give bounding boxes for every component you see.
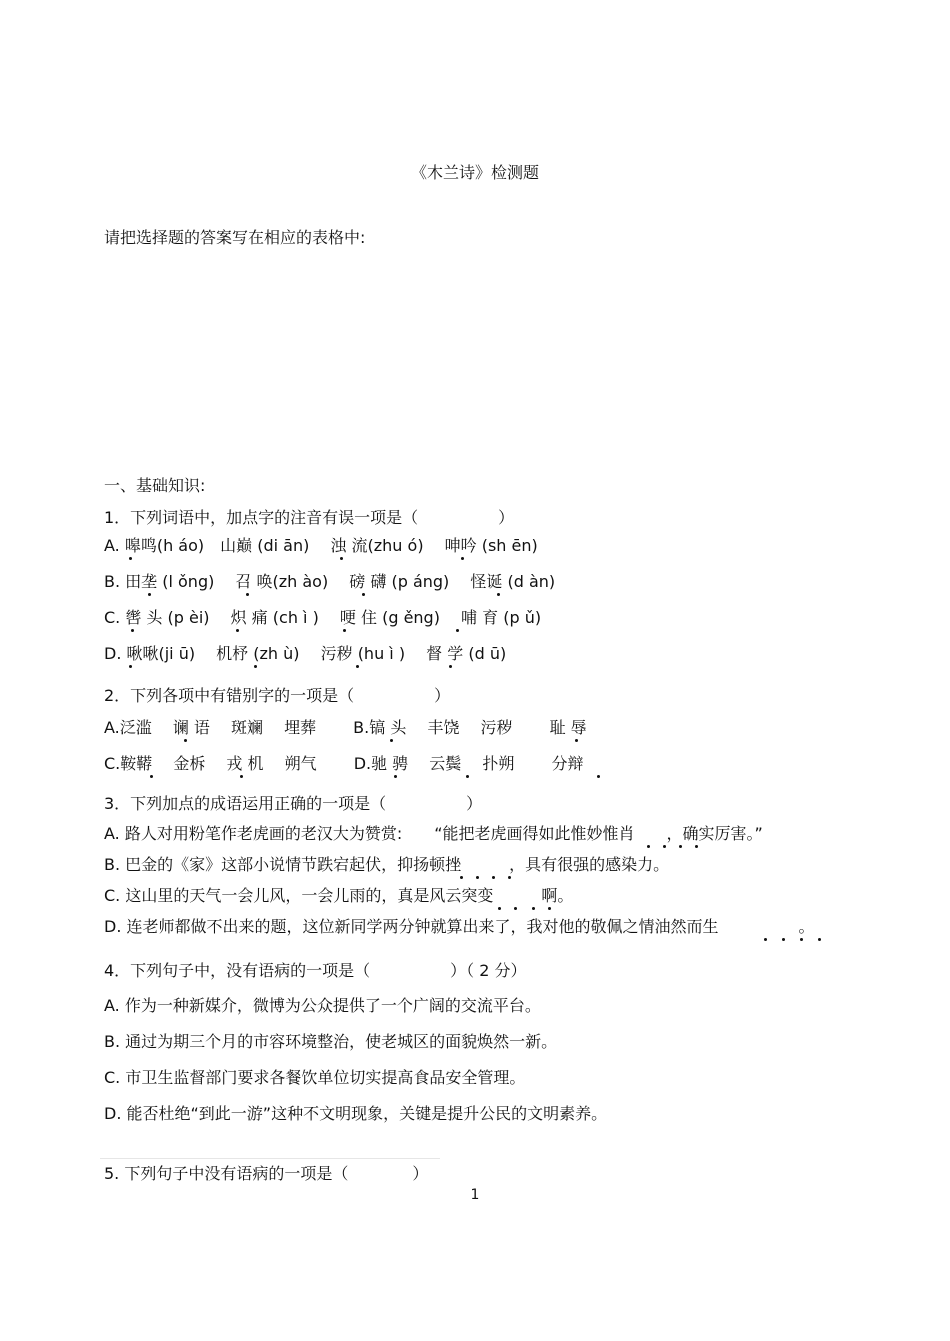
q3-option-d: D. 连老师都做不出来的题，这位新同学两分钟就算出来了，我对他的敬佩之情油然而生 。 [104, 917, 815, 936]
q5-stem: 5. 下列句子中没有语病的一项是（ ） [104, 1164, 429, 1183]
emphasis-dot [476, 876, 479, 879]
emphasis-dot [695, 845, 698, 848]
emphasis-dot [456, 629, 459, 632]
q4-option-b: B. 通过为期三个月的市容环境整治，使老城区的面貌焕然一新。 [104, 1032, 558, 1051]
emphasis-dot [597, 775, 600, 778]
emphasis-dot [394, 775, 397, 778]
emphasis-dot [184, 739, 187, 742]
instruction-text: 请把选择题的答案写在相应的表格中: [104, 228, 366, 247]
divider [100, 1158, 440, 1159]
emphasis-dot [508, 876, 511, 879]
emphasis-dot [800, 938, 803, 941]
q1-option-d: D. 啾啾(ji ū) 机杼 (zh ù) 污秽 (hu ì ) 督 学 (d ū) [104, 644, 507, 663]
emphasis-dot [240, 775, 243, 778]
q4-option-a: A. 作为一种新媒介，微博为公众提供了一个广阔的交流平台。 [104, 996, 541, 1015]
q1-stem: 1．下列词语中，加点字的注音有误一项是（ ） [104, 508, 515, 527]
emphasis-dot [548, 907, 551, 910]
q3-option-b: B. 巴金的《家》这部小说情节跌宕起伏，抑扬顿挫 ，具有很强的感染力。 [104, 855, 670, 874]
page-number: 1 [470, 1187, 480, 1203]
emphasis-dot [663, 845, 666, 848]
q3-option-c: C. 这山里的天气一会儿风，一会儿雨的，真是风云突变 啊。 [104, 886, 574, 905]
emphasis-dot [818, 938, 821, 941]
q1-option-a: A. 嗥鸣(h áo) 山巅 (di ān) 浊 流(zhu ó) 呻吟 (sh ēn) [104, 536, 538, 555]
emphasis-dot [236, 629, 239, 632]
emphasis-dot [575, 739, 578, 742]
emphasis-dot [679, 845, 682, 848]
q4-option-c: C. 市卫生监督部门要求各餐饮单位切实提高食品安全管理。 [104, 1068, 526, 1087]
q3-stem: 3．下列加点的成语运用正确的一项是（ ） [104, 794, 483, 813]
emphasis-dot [498, 907, 501, 910]
document-title: 《木兰诗》检测题 [410, 163, 539, 182]
emphasis-dot [129, 665, 132, 668]
q1-option-b: B. 田垄 (l ǒng) 召 唤(zh ào) 磅 礴 (p áng) 怪诞 (d àn) [104, 572, 556, 591]
section-heading: 一、基础知识: [104, 476, 206, 495]
emphasis-dot [129, 557, 132, 560]
q2-options-ab: A.泛滥 谰 语 斑斓 埋葬 B.镐 头 丰饶 污秽 耻 辱 [104, 718, 587, 737]
emphasis-dot [460, 876, 463, 879]
emphasis-dot [254, 665, 257, 668]
emphasis-dot [492, 876, 495, 879]
emphasis-dot [246, 593, 249, 596]
emphasis-dot [362, 593, 365, 596]
q4-stem: 4．下列句子中，没有语病的一项是（ ）（ 2 分） [104, 961, 527, 980]
emphasis-dot [647, 845, 650, 848]
q4-option-d: D. 能否杜绝“到此一游”这种不文明现象，关键是提升公民的文明素养。 [104, 1104, 608, 1123]
emphasis-dot [532, 907, 535, 910]
emphasis-dot [449, 665, 452, 668]
emphasis-dot [390, 739, 393, 742]
emphasis-dot [497, 593, 500, 596]
q3-option-a: A. 路人对用粉笔作老虎画的老汉大为赞赏: “能把老虎画得如此惟妙惟肖 ，确实厉害。” [104, 824, 763, 843]
q2-stem: 2．下列各项中有错别字的一项是（ ） [104, 686, 451, 705]
emphasis-dot [148, 593, 151, 596]
emphasis-dot [466, 775, 469, 778]
emphasis-dot [782, 938, 785, 941]
emphasis-dot [150, 775, 153, 778]
emphasis-dot [514, 907, 517, 910]
q2-options-cd: C.鞍鞯 金柝 戎 机 朔气 D.驰 骋 云鬓 扑朔 分辩 [104, 754, 584, 773]
q1-option-c: C. 辔 头 (p èi) 炽 痛 (ch ì ) 哽 住 (g ěng) 哺 育 (p ǔ) [104, 608, 542, 627]
emphasis-dot [131, 629, 134, 632]
emphasis-dot [461, 557, 464, 560]
emphasis-dot [356, 665, 359, 668]
emphasis-dot [340, 557, 343, 560]
emphasis-dot [343, 629, 346, 632]
emphasis-dot [764, 938, 767, 941]
